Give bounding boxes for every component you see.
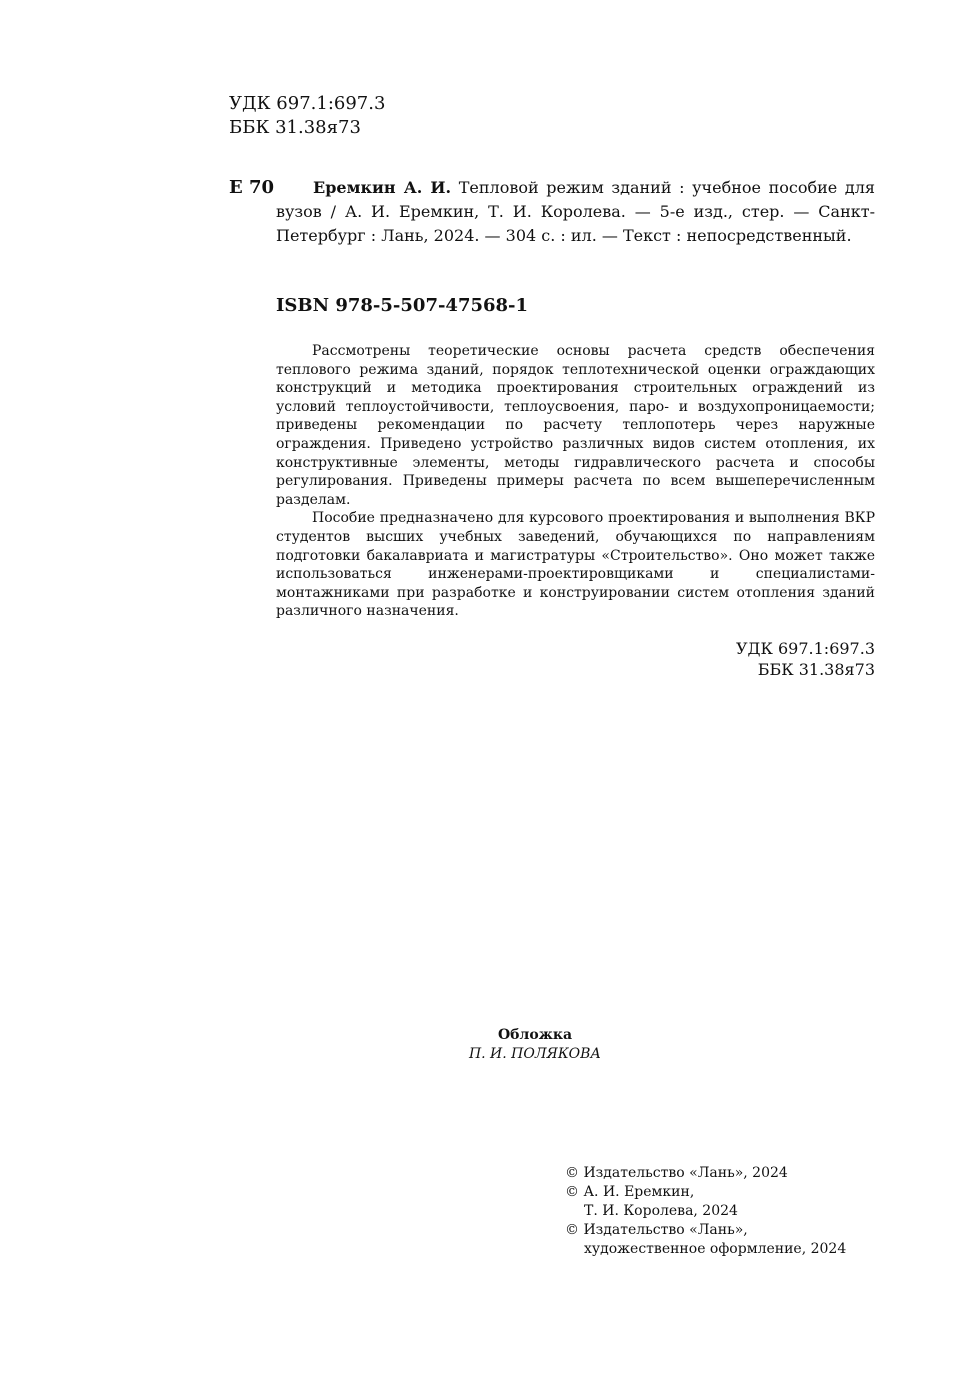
copyright-line: © Издательство «Лань», 2024 xyxy=(565,1165,788,1181)
classification-codes-top xyxy=(229,92,385,140)
annotation xyxy=(276,342,875,621)
bbk-code: ББК 31.38я73 xyxy=(757,660,875,679)
classification-codes-bottom xyxy=(676,638,875,680)
udk-code: УДК 697.1:697.3 xyxy=(229,93,386,114)
copyright-line: Т. И. Королева, 2024 xyxy=(584,1203,738,1219)
annotation-paragraph: Пособие предназначено для курсового проектирования и выполнения ВКР студентов высших учебных заведений, обучающихся по направлениям подготовки бакалавриата и магистратуры «Строительство». Оно может также использоваться инженерами-проектировщиками и специалистами-монтажниками при разработке и конструировании систем отопления зданий различного назначения. xyxy=(276,510,875,620)
udk-code: УДК 697.1:697.3 xyxy=(735,639,875,658)
description-text: Тепловой режим зданий : учебное пособие для вузов / А. И. Еремкин, Т. И. Королева. — 5-е изд., стер. — Санкт-Петербург : Лань, 2024. — 304 с. : ил. — Текст : непосредственный. xyxy=(276,178,875,245)
annotation-paragraph: Рассмотрены теоретические основы расчета средств обеспечения теплового режима зданий, порядок теплотехнической оценки ограждающих конструкций и методика проектирования строительных ограждений из условий теплоустойчивости, теплоусвоения, паро- и воздухопроницаемости; приведены рекомендации по расчету теплопотерь через наружные ограждения. Приведено устройство различных видов систем отопления, их конструктивные элементы, методы гидравлического расчета и способы регулирования. Приведены примеры расчета по всем вышеперечисленным разделам. xyxy=(276,343,875,508)
cover-designer: П. И. ПОЛЯКОВА xyxy=(468,1046,602,1062)
bbk-code: ББК 31.38я73 xyxy=(229,117,361,138)
copyright-block xyxy=(565,1164,846,1259)
copyright-line: © Издательство «Лань», xyxy=(565,1222,748,1238)
copyright-line: художественное оформление, 2024 xyxy=(584,1241,847,1257)
bibliographic-description xyxy=(276,176,875,248)
cover-credit xyxy=(440,1026,630,1064)
cover-label: Обложка xyxy=(497,1027,573,1043)
author-name: Еремкин А. И. xyxy=(313,178,452,197)
copyright-line: © А. И. Еремкин, xyxy=(565,1184,695,1200)
author-mark: Е 70 xyxy=(229,177,275,198)
isbn: ISBN 978-5-507-47568-1 xyxy=(276,295,529,316)
